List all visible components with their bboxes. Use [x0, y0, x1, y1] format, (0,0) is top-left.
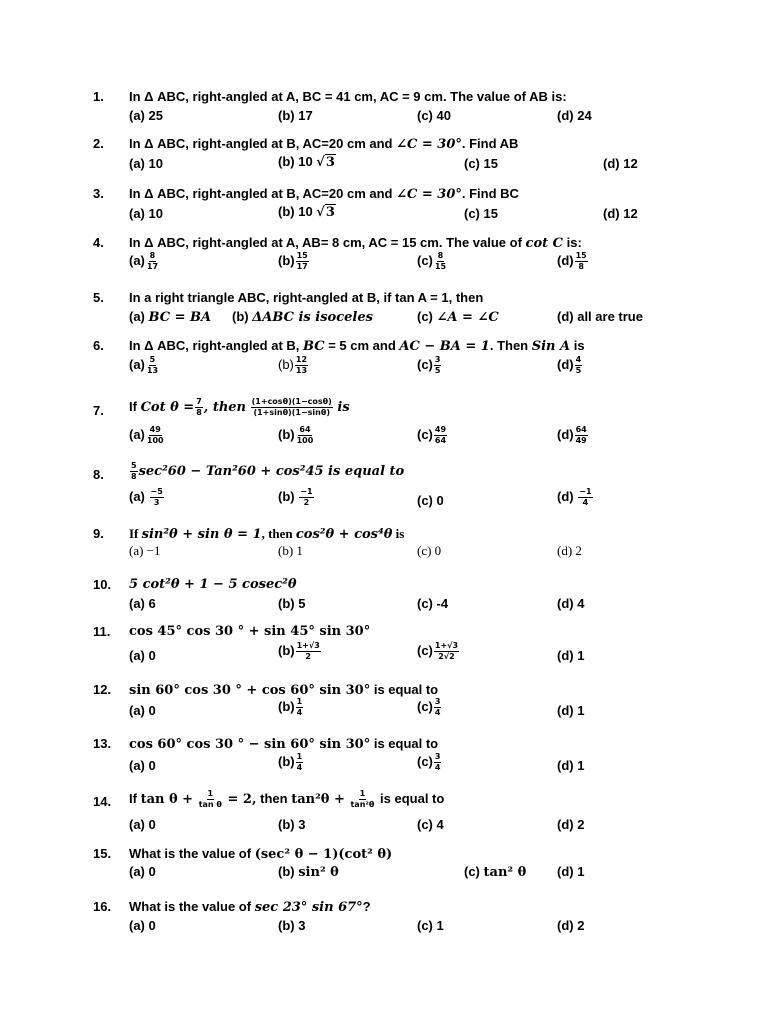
option-c: (c) -4 [417, 596, 449, 611]
question-number: 9. [93, 526, 104, 541]
question-stem: sin 60° cos 30 ° + cos 60° sin 30° is equal to [129, 682, 439, 698]
option-d: (d) 24 [557, 108, 592, 123]
question-stem: If sin²θ + sin θ = 1, then cos²θ + cos⁴θ is [129, 526, 405, 542]
option-a: (a) $\frac{49}{100}$ [129, 425, 164, 445]
option-b: (b) $\frac{1+√3}{2}$ [278, 641, 320, 661]
option-d: (d) $\frac{-1}{4}$ [557, 487, 592, 507]
option-a: (a) 0 [129, 864, 156, 879]
option-d: (d) 1 [557, 864, 585, 879]
option-a: (a) 10 [129, 206, 163, 221]
option-d: (d) 2 [557, 918, 585, 933]
question-number: 4. [93, 235, 104, 250]
question-stem: In Δ ABC, right-angled at A, AB= 8 cm, AC = 15 cm. The value of cot C is: [129, 235, 582, 251]
question-number: 12. [93, 682, 112, 697]
option-d: (d) all are true [557, 309, 643, 324]
option-b: (b) 10 √3 [278, 204, 335, 220]
option-a: (a) $\frac{5}{13}$ [129, 355, 159, 375]
question-stem: cos 45° cos 30 ° + sin 45° sin 30° [129, 624, 371, 639]
question-stem: $\frac{5}{8}$ sec²60 − Tan²60 + cos²45 is equal to [131, 461, 405, 481]
question-number: 14. [93, 794, 112, 809]
option-c: (c) 40 [417, 108, 451, 123]
option-d: (d) $\frac{64}{49}$ [557, 425, 587, 445]
option-a: (a) 25 [129, 108, 163, 123]
option-b: (b) $\frac{1}{4}$ [278, 697, 303, 717]
option-d: (d) 4 [557, 596, 585, 611]
question-stem: If tan θ + $\frac{1}{\text{tan θ}}$ = 2, then tan²θ + $\frac{1}{\text{tan²θ}}$ is equal to [129, 789, 445, 809]
option-d: (d) 12 [603, 156, 638, 171]
question-stem: In Δ ABC, right-angled at B, AC=20 cm and ∠C = 30°. Find BC [129, 186, 519, 202]
option-b: (b) 3 [278, 817, 306, 832]
question-number: 2. [93, 136, 104, 151]
option-b: (b) 1 [278, 543, 303, 558]
option-d: (d) $\frac{4}{5}$ [557, 355, 582, 375]
question-number: 10. [93, 577, 112, 592]
option-a: (a) 0 [129, 817, 156, 832]
question-stem: In Δ ABC, right-angled at B, BC = 5 cm and AC − BA = 1. Then Sin A is [129, 338, 585, 354]
question-stem: What is the value of sec 23° sin 67°? [129, 899, 371, 915]
option-b: (b) sin² θ [278, 864, 339, 880]
option-d: (d) $\frac{15}{8}$ [557, 251, 587, 271]
option-c: (c) 0 [417, 543, 442, 558]
option-c: (c) tan² θ [464, 864, 527, 880]
question-stem: In Δ ABC, right-angled at A, BC = 41 cm, AC = 9 cm. The value of AB is: [129, 89, 567, 104]
option-c: (c) ∠A = ∠C [417, 309, 499, 325]
option-d: (d) 1 [557, 703, 585, 718]
question-stem: In Δ ABC, right-angled at B, AC=20 cm and ∠C = 30°. Find AB [129, 136, 519, 152]
option-d: (d) 1 [557, 758, 585, 773]
option-b: (b) ΔABC is isoceles [232, 309, 373, 325]
option-c: (c) 15 [464, 206, 498, 221]
option-d: (d) 12 [603, 206, 638, 221]
option-b: (b) $\frac{1}{4}$ [278, 752, 303, 772]
option-c: (c) 0 [417, 493, 444, 508]
question-stem: 5 cot²θ + 1 − 5 cosec²θ [129, 577, 297, 592]
question-number: 5. [93, 290, 104, 305]
question-number: 13. [93, 736, 112, 751]
option-a: (a) $\frac{-5}{3}$ [129, 487, 163, 507]
question-stem: In a right triangle ABC, right-angled at B, if tan A = 1, then [129, 290, 484, 305]
option-c: (c) $\frac{49}{64}$ [417, 425, 447, 445]
question-number: 15. [93, 846, 112, 861]
question-number: 7. [93, 403, 104, 418]
question-stem: What is the value of (sec² θ − 1)(cot² θ) [129, 846, 393, 862]
option-d: (d) 1 [557, 648, 585, 663]
option-a: (a) BC = BA [129, 309, 212, 325]
option-c: (c) $\frac{3}{4}$ [417, 697, 441, 717]
option-a: (a) 0 [129, 758, 156, 773]
option-c: (c) 1 [417, 918, 444, 933]
question-number: 8. [93, 467, 104, 482]
option-b: (b) 17 [278, 108, 313, 123]
option-a: (a) $\frac{8}{17}$ [129, 251, 159, 271]
question-stem: If Cot θ = $\frac{7}{8}$ , then $\frac{(1+\cos\theta)(1-\cos\theta)}{(1+\sin\theta)(1-\sin\theta)}$ is [129, 397, 350, 417]
option-c: (c) $\frac{3}{5}$ [417, 355, 441, 375]
option-a: (a) 0 [129, 703, 156, 718]
option-a: (a) 10 [129, 156, 163, 171]
option-b: (b) 5 [278, 596, 306, 611]
option-b: (b) $\frac{15}{17}$ [278, 251, 308, 271]
option-b: (b) 10 √3 [278, 154, 335, 170]
option-c: (c) $\frac{8}{15}$ [417, 251, 447, 271]
question-number: 3. [93, 186, 104, 201]
option-a: (a) 6 [129, 596, 156, 611]
question-stem: cos 60° cos 30 ° − sin 60° sin 30° is equal to [129, 736, 439, 752]
option-c: (c) 4 [417, 817, 444, 832]
option-c: (c) $\frac{1+√3}{2√2}$ [417, 641, 459, 661]
option-b: (b) $\frac{-1}{2}$ [278, 487, 313, 507]
option-b: (b) $\frac{64}{100}$ [278, 425, 314, 445]
option-c: (c) $\frac{3}{4}$ [417, 752, 441, 772]
option-b: (b) 3 [278, 918, 306, 933]
option-a: (a) 0 [129, 918, 156, 933]
option-a: (a) 0 [129, 648, 156, 663]
option-b: (b) $\frac{12}{13}$ [278, 355, 308, 375]
option-c: (c) 15 [464, 156, 498, 171]
question-number: 1. [93, 89, 104, 104]
question-number: 16. [93, 899, 112, 914]
question-number: 11. [93, 624, 111, 639]
option-a: (a) −1 [129, 543, 161, 558]
option-d: (d) 2 [557, 817, 585, 832]
question-number: 6. [93, 338, 104, 353]
option-d: (d) 2 [557, 543, 582, 558]
